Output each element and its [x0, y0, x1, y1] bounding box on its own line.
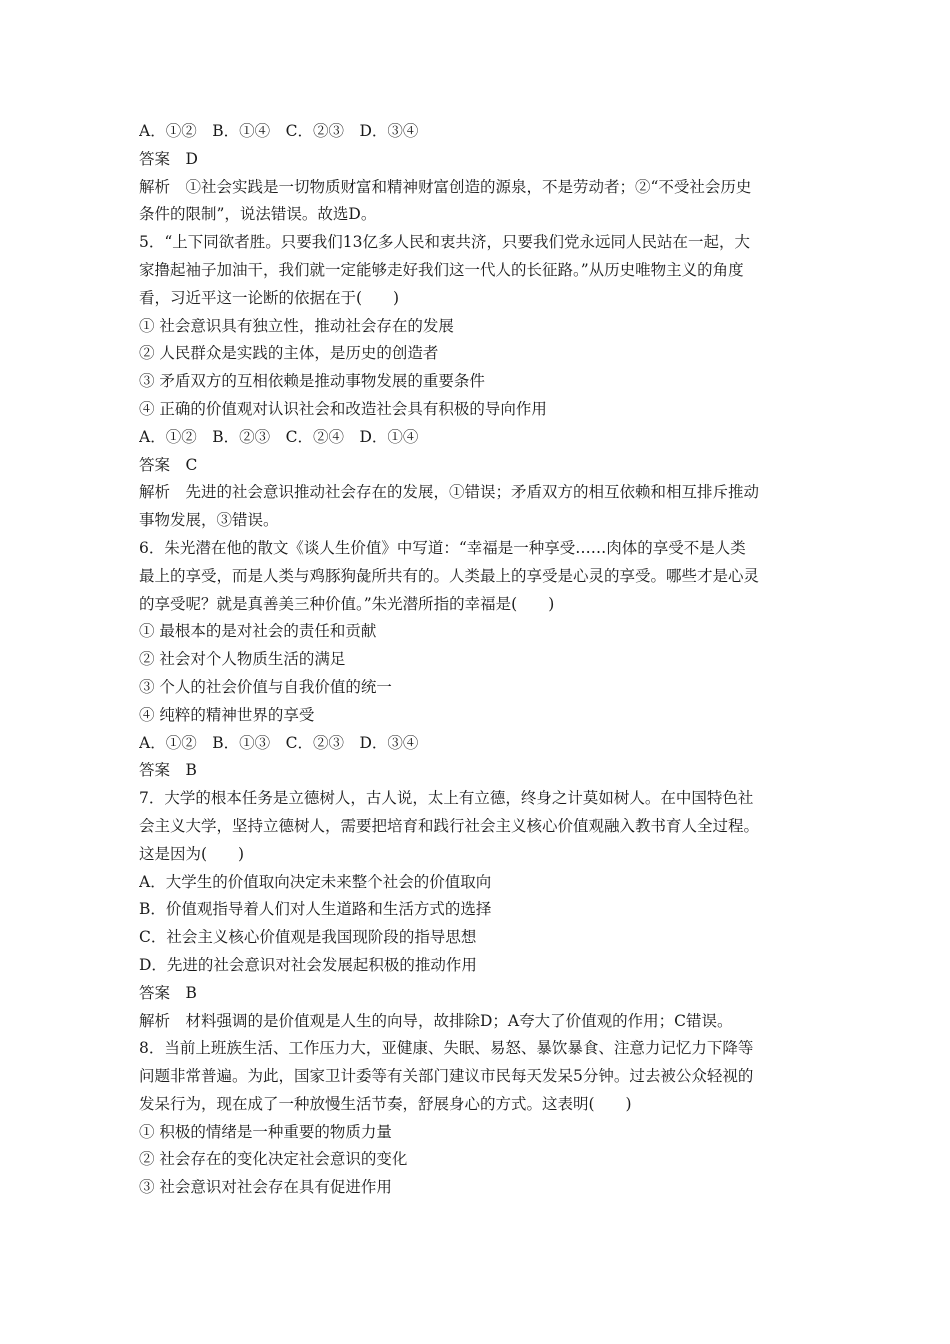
q7-option-b: B．价值观指导着人们对人生道路和生活方式的选择: [139, 900, 492, 919]
q6-statement-4: ④ 纯粹的精神世界的享受: [139, 705, 315, 724]
q7-option-a: A．大学生的价值取向决定未来整个社会的价值取向: [139, 872, 492, 891]
q8-stem-line-2: 问题非常普遍。为此，国家卫计委等有关部门建议市民每天发呆5分钟。过去被公众轻视的: [139, 1067, 754, 1086]
q4-analysis-line-1: 解析 ①社会实践是一切物质财富和精神财富创造的源泉，不是劳动者；②“不受社会历史: [139, 177, 752, 196]
q6-statement-3: ③ 个人的社会价值与自我价值的统一: [139, 677, 392, 696]
q7-answer: 答案 B: [139, 983, 197, 1002]
q6-statement-1: ① 最根本的是对社会的责任和贡献: [139, 622, 377, 641]
q5-statement-3: ③ 矛盾双方的互相依赖是推动事物发展的重要条件: [139, 372, 485, 391]
q6-answer: 答案 B: [139, 761, 197, 780]
q7-analysis: 解析 材料强调的是价值观是人生的向导，故排除D；A夸大了价值观的作用；C错误。: [139, 1011, 733, 1030]
q5-stem-line-1: 5．“上下同欲者胜。只要我们13亿多人民和衷共济，只要我们党永远同人民站在一起，大: [139, 233, 751, 252]
q6-stem-line-2: 最上的享受，而是人类与鸡豚狗彘所共有的。人类最上的享受是心灵的享受。哪些才是心灵: [139, 566, 760, 585]
q6-stem-line-3: 的享受呢？就是真善美三种价值。”朱光潜所指的幸福是( ): [139, 594, 555, 613]
q5-statement-2: ② 人民群众是实践的主体，是历史的创造者: [139, 344, 439, 363]
q8-stem-line-3: 发呆行为，现在成了一种放慢生活节奏，舒展身心的方式。这表明( ): [139, 1094, 632, 1113]
q6-stem-line-1: 6．朱光潜在他的散文《谈人生价值》中写道：“幸福是一种享受……肉体的享受不是人类: [139, 538, 746, 557]
q5-options: A．①② B．②③ C．②④ D．①④: [139, 427, 419, 446]
q8-statement-1: ① 积极的情绪是一种重要的物质力量: [139, 1122, 392, 1141]
q5-analysis-line-1: 解析 先进的社会意识推动社会存在的发展，①错误；矛盾双方的相互依赖和相互排斥推动: [139, 483, 760, 502]
q6-statement-2: ② 社会对个人物质生活的满足: [139, 650, 346, 669]
q5-statement-4: ④ 正确的价值观对认识社会和改造社会具有积极的导向作用: [139, 399, 547, 418]
q8-statement-3: ③ 社会意识对社会存在具有促进作用: [139, 1178, 392, 1197]
q8-statement-2: ② 社会存在的变化决定社会意识的变化: [139, 1150, 408, 1169]
q7-option-d: D．先进的社会意识对社会发展起积极的推动作用: [139, 955, 477, 974]
q5-stem-line-2: 家撸起袖子加油干，我们就一定能够走好我们这一代人的长征路。”从历史唯物主义的角度: [139, 260, 744, 279]
q7-stem-line-2: 会主义大学，坚持立德树人，需要把培育和践行社会主义核心价值观融入教书育人全过程。: [139, 816, 760, 835]
q5-analysis-line-2: 事物发展，③错误。: [139, 511, 279, 530]
document-page: [139, 118, 815, 1202]
q5-answer: 答案 C: [139, 455, 198, 474]
q4-answer: 答案 D: [139, 149, 198, 168]
q4-options: A．①② B．①④ C．②③ D．③④: [139, 122, 419, 140]
q5-statement-1: ① 社会意识具有独立性，推动社会存在的发展: [139, 316, 454, 335]
q5-stem-line-3: 看，习近平这一论断的依据在于( ): [139, 288, 400, 307]
q6-options: A．①② B．①③ C．②③ D．③④: [139, 733, 419, 752]
q7-stem-line-1: 7．大学的根本任务是立德树人，古人说，太上有立德，终身之计莫如树人。在中国特色社: [139, 789, 754, 808]
q4-analysis-line-2: 条件的限制”，说法错误。故选D。: [139, 205, 377, 224]
q7-option-c: C．社会主义核心价值观是我国现阶段的指导思想: [139, 928, 477, 947]
q7-stem-line-3: 这是因为( ): [139, 844, 245, 863]
q8-stem-line-1: 8．当前上班族生活、工作压力大，亚健康、失眠、易怒、暴饮暴食、注意力记忆力下降等: [139, 1039, 754, 1058]
